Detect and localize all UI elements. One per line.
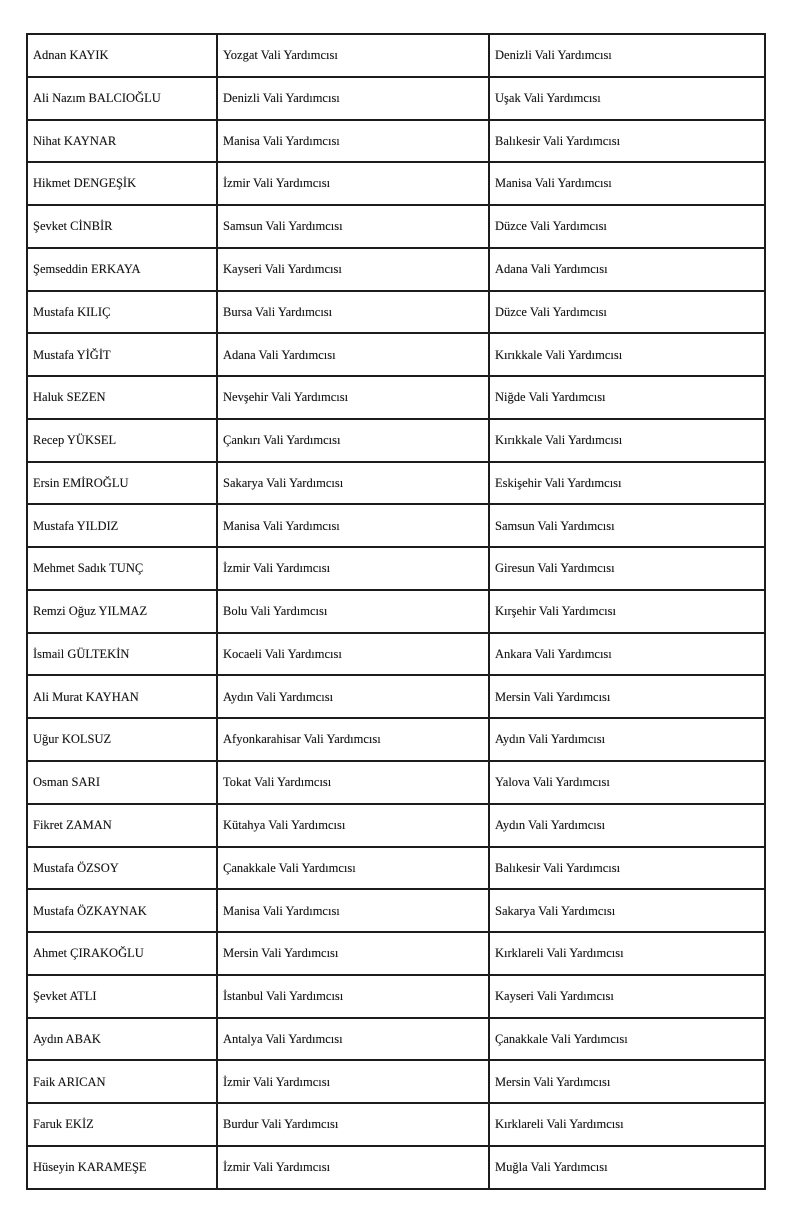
- table-row: [27, 847, 765, 890]
- cell-name: Mustafa KILIÇ: [27, 291, 217, 334]
- table-row: [27, 547, 765, 590]
- cell-current-position: Afyonkarahisar Vali Yardımcısı: [217, 718, 489, 761]
- cell-current-position: Tokat Vali Yardımcısı: [217, 761, 489, 804]
- cell-current-position: Nevşehir Vali Yardımcısı: [217, 376, 489, 419]
- table-row: [27, 462, 765, 505]
- cell-name: Hüseyin KARAMEŞE: [27, 1146, 217, 1189]
- table-row: [27, 889, 765, 932]
- cell-name: Şevket CİNBİR: [27, 205, 217, 248]
- cell-current-position: İstanbul Vali Yardımcısı: [217, 975, 489, 1018]
- cell-new-position: Balıkesir Vali Yardımcısı: [489, 120, 765, 163]
- cell-name: Nihat KAYNAR: [27, 120, 217, 163]
- cell-current-position: Manisa Vali Yardımcısı: [217, 889, 489, 932]
- table-row: [27, 419, 765, 462]
- cell-name: Mustafa YİĞİT: [27, 333, 217, 376]
- cell-new-position: Giresun Vali Yardımcısı: [489, 547, 765, 590]
- cell-new-position: Kırklareli Vali Yardımcısı: [489, 1103, 765, 1146]
- cell-new-position: Mersin Vali Yardımcısı: [489, 675, 765, 718]
- cell-current-position: Bursa Vali Yardımcısı: [217, 291, 489, 334]
- cell-new-position: Düzce Vali Yardımcısı: [489, 205, 765, 248]
- table-row: [27, 804, 765, 847]
- cell-name: Ali Nazım BALCIOĞLU: [27, 77, 217, 120]
- table-row: [27, 291, 765, 334]
- cell-new-position: Muğla Vali Yardımcısı: [489, 1146, 765, 1189]
- cell-new-position: Kırşehir Vali Yardımcısı: [489, 590, 765, 633]
- table-row: [27, 34, 765, 77]
- cell-new-position: Uşak Vali Yardımcısı: [489, 77, 765, 120]
- cell-new-position: Kırıkkale Vali Yardımcısı: [489, 333, 765, 376]
- table-row: [27, 1103, 765, 1146]
- table-row: [27, 975, 765, 1018]
- cell-name: Ersin EMİROĞLU: [27, 462, 217, 505]
- table-row: [27, 633, 765, 676]
- cell-current-position: Manisa Vali Yardımcısı: [217, 504, 489, 547]
- table-row: [27, 1060, 765, 1103]
- cell-current-position: Kütahya Vali Yardımcısı: [217, 804, 489, 847]
- cell-current-position: Antalya Vali Yardımcısı: [217, 1018, 489, 1061]
- table-row: [27, 761, 765, 804]
- table-row: [27, 932, 765, 975]
- cell-name: Ali Murat KAYHAN: [27, 675, 217, 718]
- cell-name: Remzi Oğuz YILMAZ: [27, 590, 217, 633]
- table-row: [27, 504, 765, 547]
- cell-current-position: Manisa Vali Yardımcısı: [217, 120, 489, 163]
- cell-new-position: Samsun Vali Yardımcısı: [489, 504, 765, 547]
- table-row: [27, 675, 765, 718]
- cell-current-position: Çankırı Vali Yardımcısı: [217, 419, 489, 462]
- cell-new-position: Niğde Vali Yardımcısı: [489, 376, 765, 419]
- cell-new-position: Adana Vali Yardımcısı: [489, 248, 765, 291]
- cell-new-position: Düzce Vali Yardımcısı: [489, 291, 765, 334]
- cell-current-position: Kocaeli Vali Yardımcısı: [217, 633, 489, 676]
- cell-name: Fikret ZAMAN: [27, 804, 217, 847]
- cell-name: Faik ARICAN: [27, 1060, 217, 1103]
- cell-name: Mustafa ÖZKAYNAK: [27, 889, 217, 932]
- cell-name: Osman SARI: [27, 761, 217, 804]
- table-row: [27, 1018, 765, 1061]
- cell-new-position: Ankara Vali Yardımcısı: [489, 633, 765, 676]
- cell-name: İsmail GÜLTEKİN: [27, 633, 217, 676]
- cell-new-position: Aydın Vali Yardımcısı: [489, 718, 765, 761]
- cell-name: Şemseddin ERKAYA: [27, 248, 217, 291]
- cell-name: Hikmet DENGEŞİK: [27, 162, 217, 205]
- cell-current-position: Yozgat Vali Yardımcısı: [217, 34, 489, 77]
- cell-name: Recep YÜKSEL: [27, 419, 217, 462]
- cell-current-position: Sakarya Vali Yardımcısı: [217, 462, 489, 505]
- cell-name: Faruk EKİZ: [27, 1103, 217, 1146]
- cell-new-position: Kırklareli Vali Yardımcısı: [489, 932, 765, 975]
- cell-current-position: Mersin Vali Yardımcısı: [217, 932, 489, 975]
- table-row: [27, 590, 765, 633]
- cell-name: Mehmet Sadık TUNÇ: [27, 547, 217, 590]
- cell-current-position: Burdur Vali Yardımcısı: [217, 1103, 489, 1146]
- table-row: [27, 77, 765, 120]
- cell-name: Haluk SEZEN: [27, 376, 217, 419]
- cell-new-position: Kayseri Vali Yardımcısı: [489, 975, 765, 1018]
- cell-new-position: Aydın Vali Yardımcısı: [489, 804, 765, 847]
- cell-current-position: Adana Vali Yardımcısı: [217, 333, 489, 376]
- appointments-table-body: [27, 34, 765, 1189]
- table-row: [27, 205, 765, 248]
- cell-new-position: Yalova Vali Yardımcısı: [489, 761, 765, 804]
- appointments-table: [26, 33, 766, 1190]
- cell-current-position: Çanakkale Vali Yardımcısı: [217, 847, 489, 890]
- cell-name: Mustafa YILDIZ: [27, 504, 217, 547]
- cell-current-position: İzmir Vali Yardımcısı: [217, 1060, 489, 1103]
- table-row: [27, 162, 765, 205]
- cell-name: Adnan KAYIK: [27, 34, 217, 77]
- cell-new-position: Çanakkale Vali Yardımcısı: [489, 1018, 765, 1061]
- cell-name: Mustafa ÖZSOY: [27, 847, 217, 890]
- cell-current-position: Aydın Vali Yardımcısı: [217, 675, 489, 718]
- table-row: [27, 718, 765, 761]
- cell-current-position: İzmir Vali Yardımcısı: [217, 162, 489, 205]
- cell-new-position: Mersin Vali Yardımcısı: [489, 1060, 765, 1103]
- cell-new-position: Manisa Vali Yardımcısı: [489, 162, 765, 205]
- table-row: [27, 248, 765, 291]
- cell-current-position: Kayseri Vali Yardımcısı: [217, 248, 489, 291]
- table-row: [27, 1146, 765, 1189]
- table-row: [27, 376, 765, 419]
- cell-current-position: Bolu Vali Yardımcısı: [217, 590, 489, 633]
- cell-current-position: İzmir Vali Yardımcısı: [217, 547, 489, 590]
- cell-current-position: Denizli Vali Yardımcısı: [217, 77, 489, 120]
- cell-current-position: İzmir Vali Yardımcısı: [217, 1146, 489, 1189]
- cell-name: Uğur KOLSUZ: [27, 718, 217, 761]
- cell-new-position: Balıkesir Vali Yardımcısı: [489, 847, 765, 890]
- cell-new-position: Kırıkkale Vali Yardımcısı: [489, 419, 765, 462]
- cell-current-position: Samsun Vali Yardımcısı: [217, 205, 489, 248]
- cell-name: Şevket ATLI: [27, 975, 217, 1018]
- cell-name: Ahmet ÇIRAKOĞLU: [27, 932, 217, 975]
- table-row: [27, 120, 765, 163]
- cell-new-position: Denizli Vali Yardımcısı: [489, 34, 765, 77]
- cell-new-position: Eskişehir Vali Yardımcısı: [489, 462, 765, 505]
- cell-name: Aydın ABAK: [27, 1018, 217, 1061]
- cell-new-position: Sakarya Vali Yardımcısı: [489, 889, 765, 932]
- table-row: [27, 333, 765, 376]
